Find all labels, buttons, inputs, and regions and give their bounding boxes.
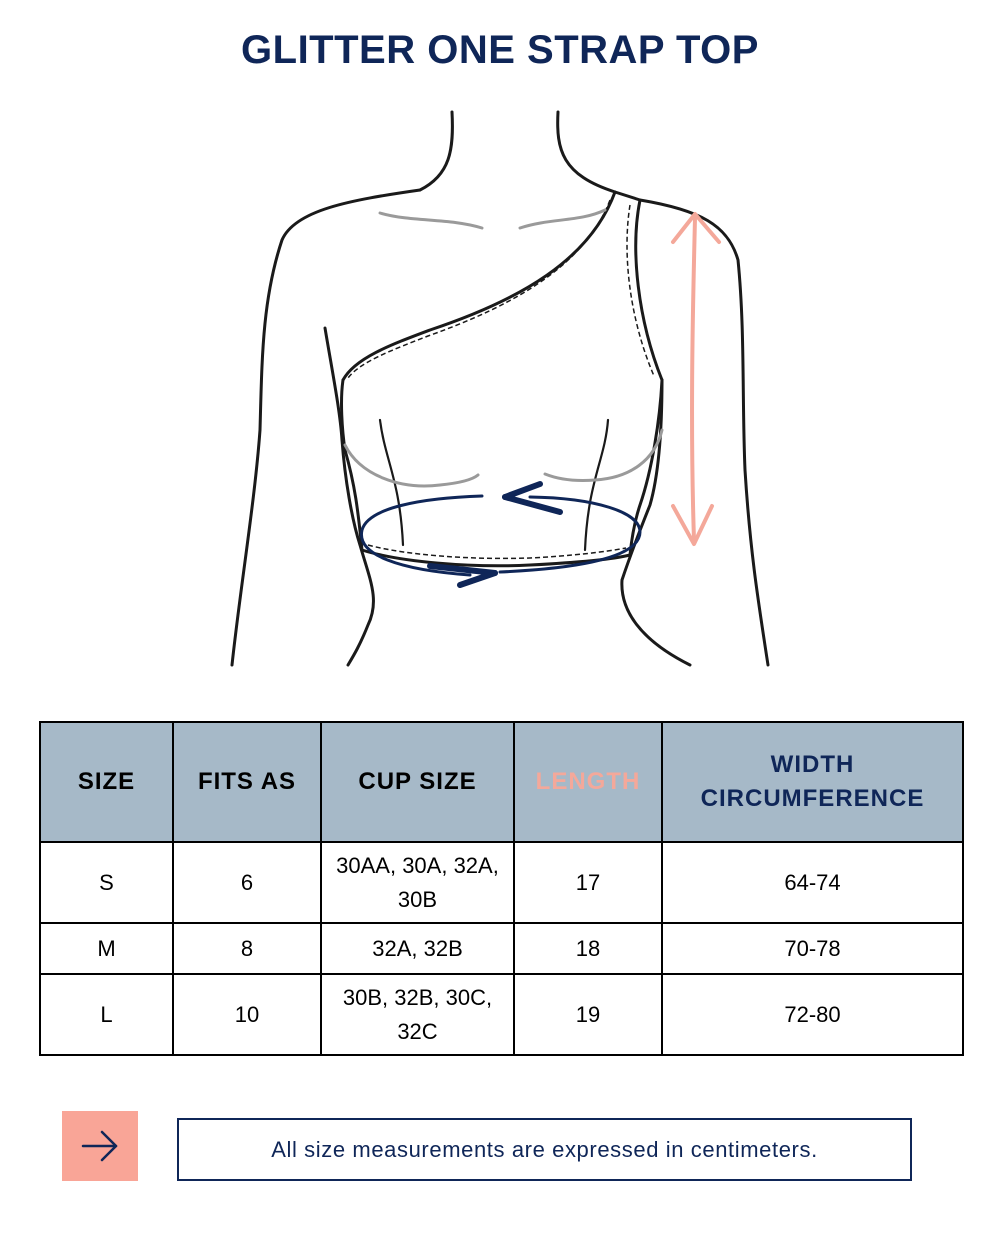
neck-right-outline [558,112,615,192]
arrow-badge [62,1111,138,1181]
page-title: GLITTER ONE STRAP TOP [241,28,759,72]
header-width-circumference [662,722,963,842]
table-row [40,842,963,923]
left-bust-line [345,445,478,486]
garment-illustration [0,95,1000,675]
header-width-line1: WIDTH [770,751,855,778]
cup-line: 32C [397,1018,438,1044]
cup-line: 30AA, 30A, 32A, [336,852,499,878]
table-header-row [40,722,963,842]
size-chart-table [39,721,964,1056]
header-length: LENGTH [514,722,662,842]
cell-fits-as: 8 [173,923,321,974]
cell-width: 64-74 [662,842,963,923]
right-collarbone [520,210,605,228]
cell-length: 17 [514,842,662,923]
length-arrow-icon [673,214,719,544]
cell-cup-size [321,842,514,923]
cell-size: L [40,974,173,1055]
header-size: SIZE [40,722,173,842]
left-arm-outline [232,190,420,665]
header-width-line2: CIRCUMFERENCE [700,785,925,812]
top-strap-outline [615,192,662,380]
top-neckline-outline [343,192,615,380]
cell-fits-as: 6 [173,842,321,923]
cell-cup-size [321,974,514,1055]
header-fits-as: FITS AS [173,722,321,842]
hem-stitching [368,545,626,558]
cup-line: 30B, 32B, 30C, [342,984,493,1010]
right-torso-outline [622,380,690,665]
left-torso-outline [325,328,373,665]
left-collarbone [380,213,482,228]
measurement-note-text: All size measurements are expressed in centimeters. [271,1136,818,1162]
table-row [40,923,963,974]
right-dart [585,420,608,550]
right-bust-line [545,430,662,481]
header-cup-size: CUP SIZE [321,722,514,842]
cell-cup-size: 32A, 32B [321,923,514,974]
cell-width: 72-80 [662,974,963,1055]
cell-size: M [40,923,173,974]
cell-width: 70-78 [662,923,963,974]
cell-fits-as: 10 [173,974,321,1055]
arrow-right-icon [80,1129,120,1163]
measurement-note [177,1118,912,1181]
strap-stitching [627,205,654,376]
cell-length: 18 [514,923,662,974]
cell-size: S [40,842,173,923]
cup-line: 30B [397,886,438,912]
neck-left-outline [420,112,452,190]
table-row [40,974,963,1055]
cell-length: 19 [514,974,662,1055]
